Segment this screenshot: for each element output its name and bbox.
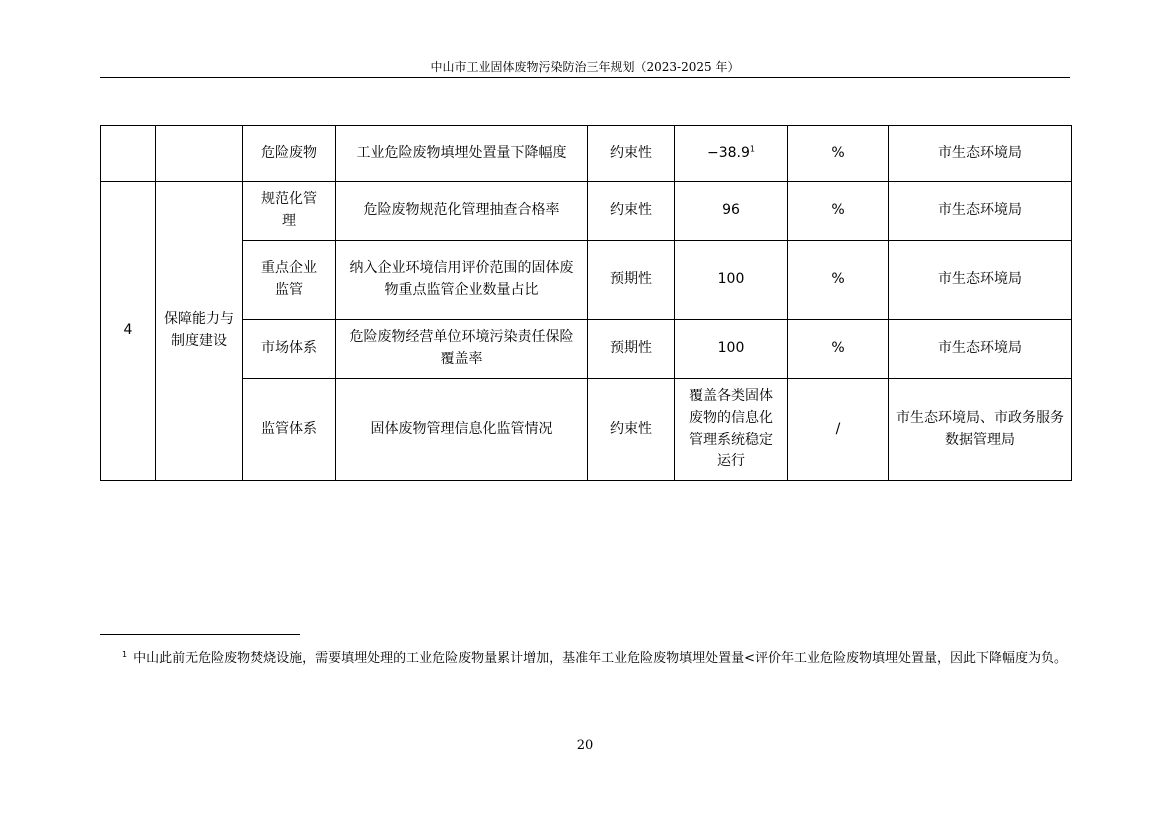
target-cell: 100 (675, 241, 788, 320)
footnote-text: 中山此前无危险废物焚烧设施，需要填埋处理的工业危险废物量累计增加，基准年工业危险废物填埋处置量<评价年工业危险废物填埋处置量，因此下降幅度为负。 (133, 651, 1067, 666)
footnote (100, 645, 1070, 673)
target-value: −38.9 (707, 144, 750, 161)
field-cell: 规范化管理 (243, 182, 336, 241)
indicator-cell: 纳入企业环境信用评价范围的固体废物重点监管企业数量占比 (336, 241, 588, 320)
unit-cell: % (788, 182, 889, 241)
field-cell: 危险废物 (243, 126, 336, 182)
nature-cell: 约束性 (588, 126, 675, 182)
index-cell (101, 126, 156, 182)
dept-cell: 市生态环境局 (889, 182, 1072, 241)
table-row (101, 320, 1072, 379)
field-cell: 重点企业监管 (243, 241, 336, 320)
field-cell: 监管体系 (243, 379, 336, 481)
footnote-ref: 1 (749, 144, 755, 153)
unit-cell: % (788, 126, 889, 182)
nature-cell: 预期性 (588, 320, 675, 379)
footnote-rule (100, 634, 300, 635)
footnote-marker: 1 (122, 649, 128, 659)
target-cell: 96 (675, 182, 788, 241)
table-row (101, 379, 1072, 481)
indicator-cell: 工业危险废物填埋处置量下降幅度 (336, 126, 588, 182)
nature-cell: 预期性 (588, 241, 675, 320)
table-row (101, 241, 1072, 320)
unit-cell: % (788, 241, 889, 320)
dept-cell: 市生态环境局 (889, 320, 1072, 379)
running-header: 中山市工业固体废物污染防治三年规划（2023-2025 年） (430, 60, 740, 74)
dept-cell: 市生态环境局、市政务服务数据管理局 (889, 379, 1072, 481)
nature-cell: 约束性 (588, 182, 675, 241)
dept-cell: 市生态环境局 (889, 241, 1072, 320)
nature-cell: 约束性 (588, 379, 675, 481)
index-cell: 4 (101, 182, 156, 481)
page-number: 20 (576, 738, 594, 753)
unit-cell: % (788, 320, 889, 379)
indicator-cell: 危险废物经营单位环境污染责任保险覆盖率 (336, 320, 588, 379)
target-cell (675, 126, 788, 182)
target-cell: 覆盖各类固体废物的信息化管理系统稳定运行 (675, 379, 788, 481)
table-row (101, 126, 1072, 182)
dept-cell: 市生态环境局 (889, 126, 1072, 182)
indicator-table (100, 125, 1072, 481)
indicator-cell: 危险废物规范化管理抽查合格率 (336, 182, 588, 241)
field-cell: 市场体系 (243, 320, 336, 379)
category-cell (156, 126, 243, 182)
header-rule (100, 77, 1070, 78)
category-cell: 保障能力与制度建设 (156, 182, 243, 481)
table-row (101, 182, 1072, 241)
unit-cell: / (788, 379, 889, 481)
indicator-cell: 固体废物管理信息化监管情况 (336, 379, 588, 481)
target-cell: 100 (675, 320, 788, 379)
